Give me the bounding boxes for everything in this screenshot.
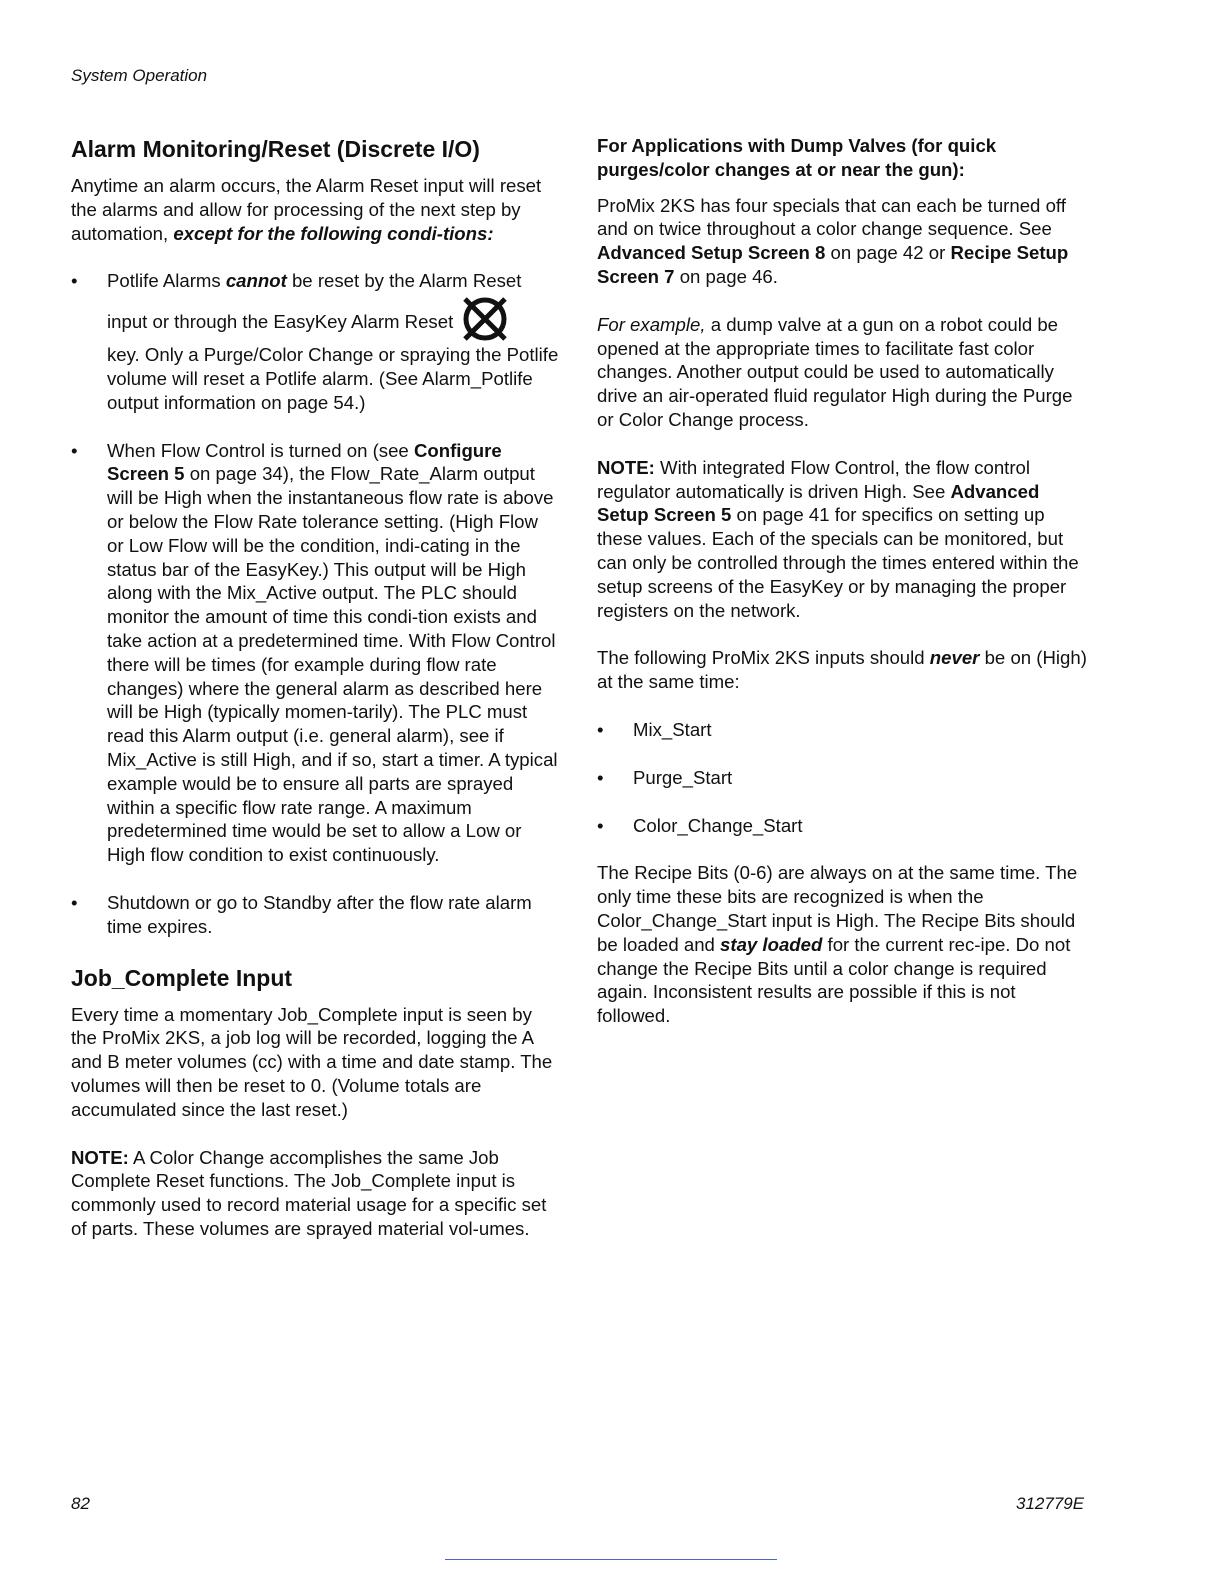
recipe-bits-text-b: for the current rec-ipe. Do not change the Recipe Bits until a color change is required again. Inconsistent results are possible if this is not followed.	[597, 933, 1071, 1027]
note-text: A Color Change accomplishes the same Job Complete Reset functions. The Job_Complete input is commonly used to record material usage for a specific set of parts. These volumes are sprayed material vol-umes.	[71, 1146, 547, 1239]
specials-text-b: on page 42 or	[830, 242, 946, 264]
bullet-glyph: •	[597, 814, 604, 836]
flow-control-note	[597, 456, 1089, 623]
list-item	[597, 718, 1089, 742]
bullet2-text-a: When Flow Control is turned on (see	[107, 439, 409, 461]
never-emphasis: never	[929, 647, 980, 669]
inputs-text-b: be on (High) at the same time:	[597, 647, 1087, 693]
list-item	[597, 766, 1089, 790]
alarm-intro-emphasis: except for the following condi-tions:	[173, 222, 494, 244]
exclusive-inputs-list	[597, 718, 1089, 837]
left-column	[71, 134, 559, 1241]
note-text-b: on page 41 for specifics on setting up these values. Each of the specials can be monitored, but can only be controlled through the times entered within the setup screens of the EasyKey or by managing the proper registers on the network.	[597, 504, 1079, 621]
note-text-a: With integrated Flow Control, the flow control regulator automatically is driven High. See	[597, 456, 1030, 502]
job-complete-heading: Job_Complete Input	[71, 964, 293, 991]
right-column	[597, 134, 1089, 1028]
list-item	[597, 814, 1089, 838]
bullet2-text-b: on page 34), the Flow_Rate_Alarm output will be High when the instantaneous flow rate is above or below the Flow Rate tolerance setting. (High Flow or Low Flow will be the condition, indi-cating in the status bar of the EasyKey.) This output will be High along with the Mix_Active output. The PLC should monitor the amount of time this condi-tion exists and take action at a predetermined time. With Flow Control there will be times (for example during flow rate changes) where the general alarm as described here will be High (typically momen-tarily). The PLC must read this Alarm output (i.e. general alarm), see if Mix_Active is still High, and if so, start a timer. A typical example would be to ensure all parts are sprayed within a specific flow rate range. A maximum predetermined time would be set to allow a Low or High flow condition to exist continuously.	[107, 463, 558, 866]
specials-text-c: on page 46.	[679, 265, 778, 287]
specials-text-a: ProMix 2KS has four specials that can each be turned off and on twice throughout a color change sequence. See	[597, 194, 1066, 240]
advanced-setup-screen-8-ref: Advanced Setup Screen 8	[597, 242, 826, 264]
input-name: Color_Change_Start	[633, 814, 803, 836]
list-item-shutdown	[71, 891, 559, 939]
bottom-rule	[445, 1559, 777, 1560]
document-number: 312779E	[1016, 1494, 1085, 1513]
bullet1-text-a: Potlife Alarms	[107, 270, 221, 292]
advanced-setup-screen-5-ref: Advanced Setup Screen 5	[597, 480, 1040, 526]
job-complete-paragraph: Every time a momentary Job_Complete input is seen by the ProMix 2KS, a job log will be recorded, logging the A and B meter volumes (cc) with a time and date stamp. The volumes will then be reset to 0. (Volume totals are accumulated since the last reset.)	[71, 1003, 553, 1120]
bullet1-text-b: be reset by the Alarm Reset	[291, 270, 522, 292]
alarm-heading: Alarm Monitoring/Reset (Discrete I/O)	[71, 136, 480, 162]
bullet-glyph: •	[71, 270, 78, 292]
configure-screen-5-ref: Configure Screen 5	[107, 439, 502, 485]
inputs-text-a: The following ProMix 2KS inputs should	[597, 647, 925, 669]
input-name: Purge_Start	[633, 766, 733, 788]
input-name: Mix_Start	[633, 718, 712, 740]
bullet-glyph: •	[71, 439, 78, 461]
alarm-conditions-list	[71, 269, 559, 938]
list-item-flow-control	[71, 439, 559, 867]
example-text: a dump valve at a gun on a robot could be opened at the appropriate times to facilitate fast color changes. Another output could be used to automatically drive an air-operated fluid regulator High during the Purge or Color Change process.	[597, 313, 1073, 430]
dump-valves-heading: For Applications with Dump Valves (for quick purges/color changes at or near the gun):	[597, 135, 997, 180]
recipe-setup-screen-7-ref: Recipe Setup Screen 7	[597, 242, 1069, 287]
note-label: NOTE:	[71, 1146, 129, 1168]
bullet1-text-d: key. Only a Purge/Color Change or spraying the Potlife volume will reset a Potlife alarm. (See Alarm_Potlife output information on page 54.)	[107, 344, 559, 413]
bullet-glyph: •	[71, 891, 78, 913]
bullet-glyph: •	[597, 718, 604, 740]
example-paragraph	[597, 313, 1089, 432]
alarm-intro	[71, 174, 559, 245]
recipe-bits-text-a: The Recipe Bits (0-6) are always on at the same time. The only time these bits are recognized is when the Color_Change_Start input is High. The Recipe Bits should be loaded and	[597, 862, 1078, 955]
specials-paragraph	[597, 194, 1089, 289]
example-emphasis: For example,	[597, 313, 706, 335]
stay-loaded-emphasis: stay loaded	[720, 933, 823, 955]
recipe-bits-paragraph	[597, 861, 1089, 1028]
bullet-glyph: •	[597, 766, 604, 788]
alarm-reset-key-icon	[459, 293, 511, 345]
note-label: NOTE:	[597, 456, 655, 478]
bullet1-emphasis: cannot	[225, 270, 287, 292]
bullet1-text-c: input or through the EasyKey Alarm Reset	[107, 311, 454, 333]
list-item-potlife	[71, 269, 559, 414]
job-complete-note	[71, 1146, 559, 1241]
page-number: 82	[71, 1494, 90, 1513]
inputs-never-paragraph	[597, 646, 1089, 694]
bullet3-text: Shutdown or go to Standby after the flow rate alarm time expires.	[107, 891, 532, 937]
running-header: System Operation	[71, 66, 208, 85]
alarm-intro-text: Anytime an alarm occurs, the Alarm Reset input will reset the alarms and allow for processing of the next step by automation,	[71, 175, 542, 244]
